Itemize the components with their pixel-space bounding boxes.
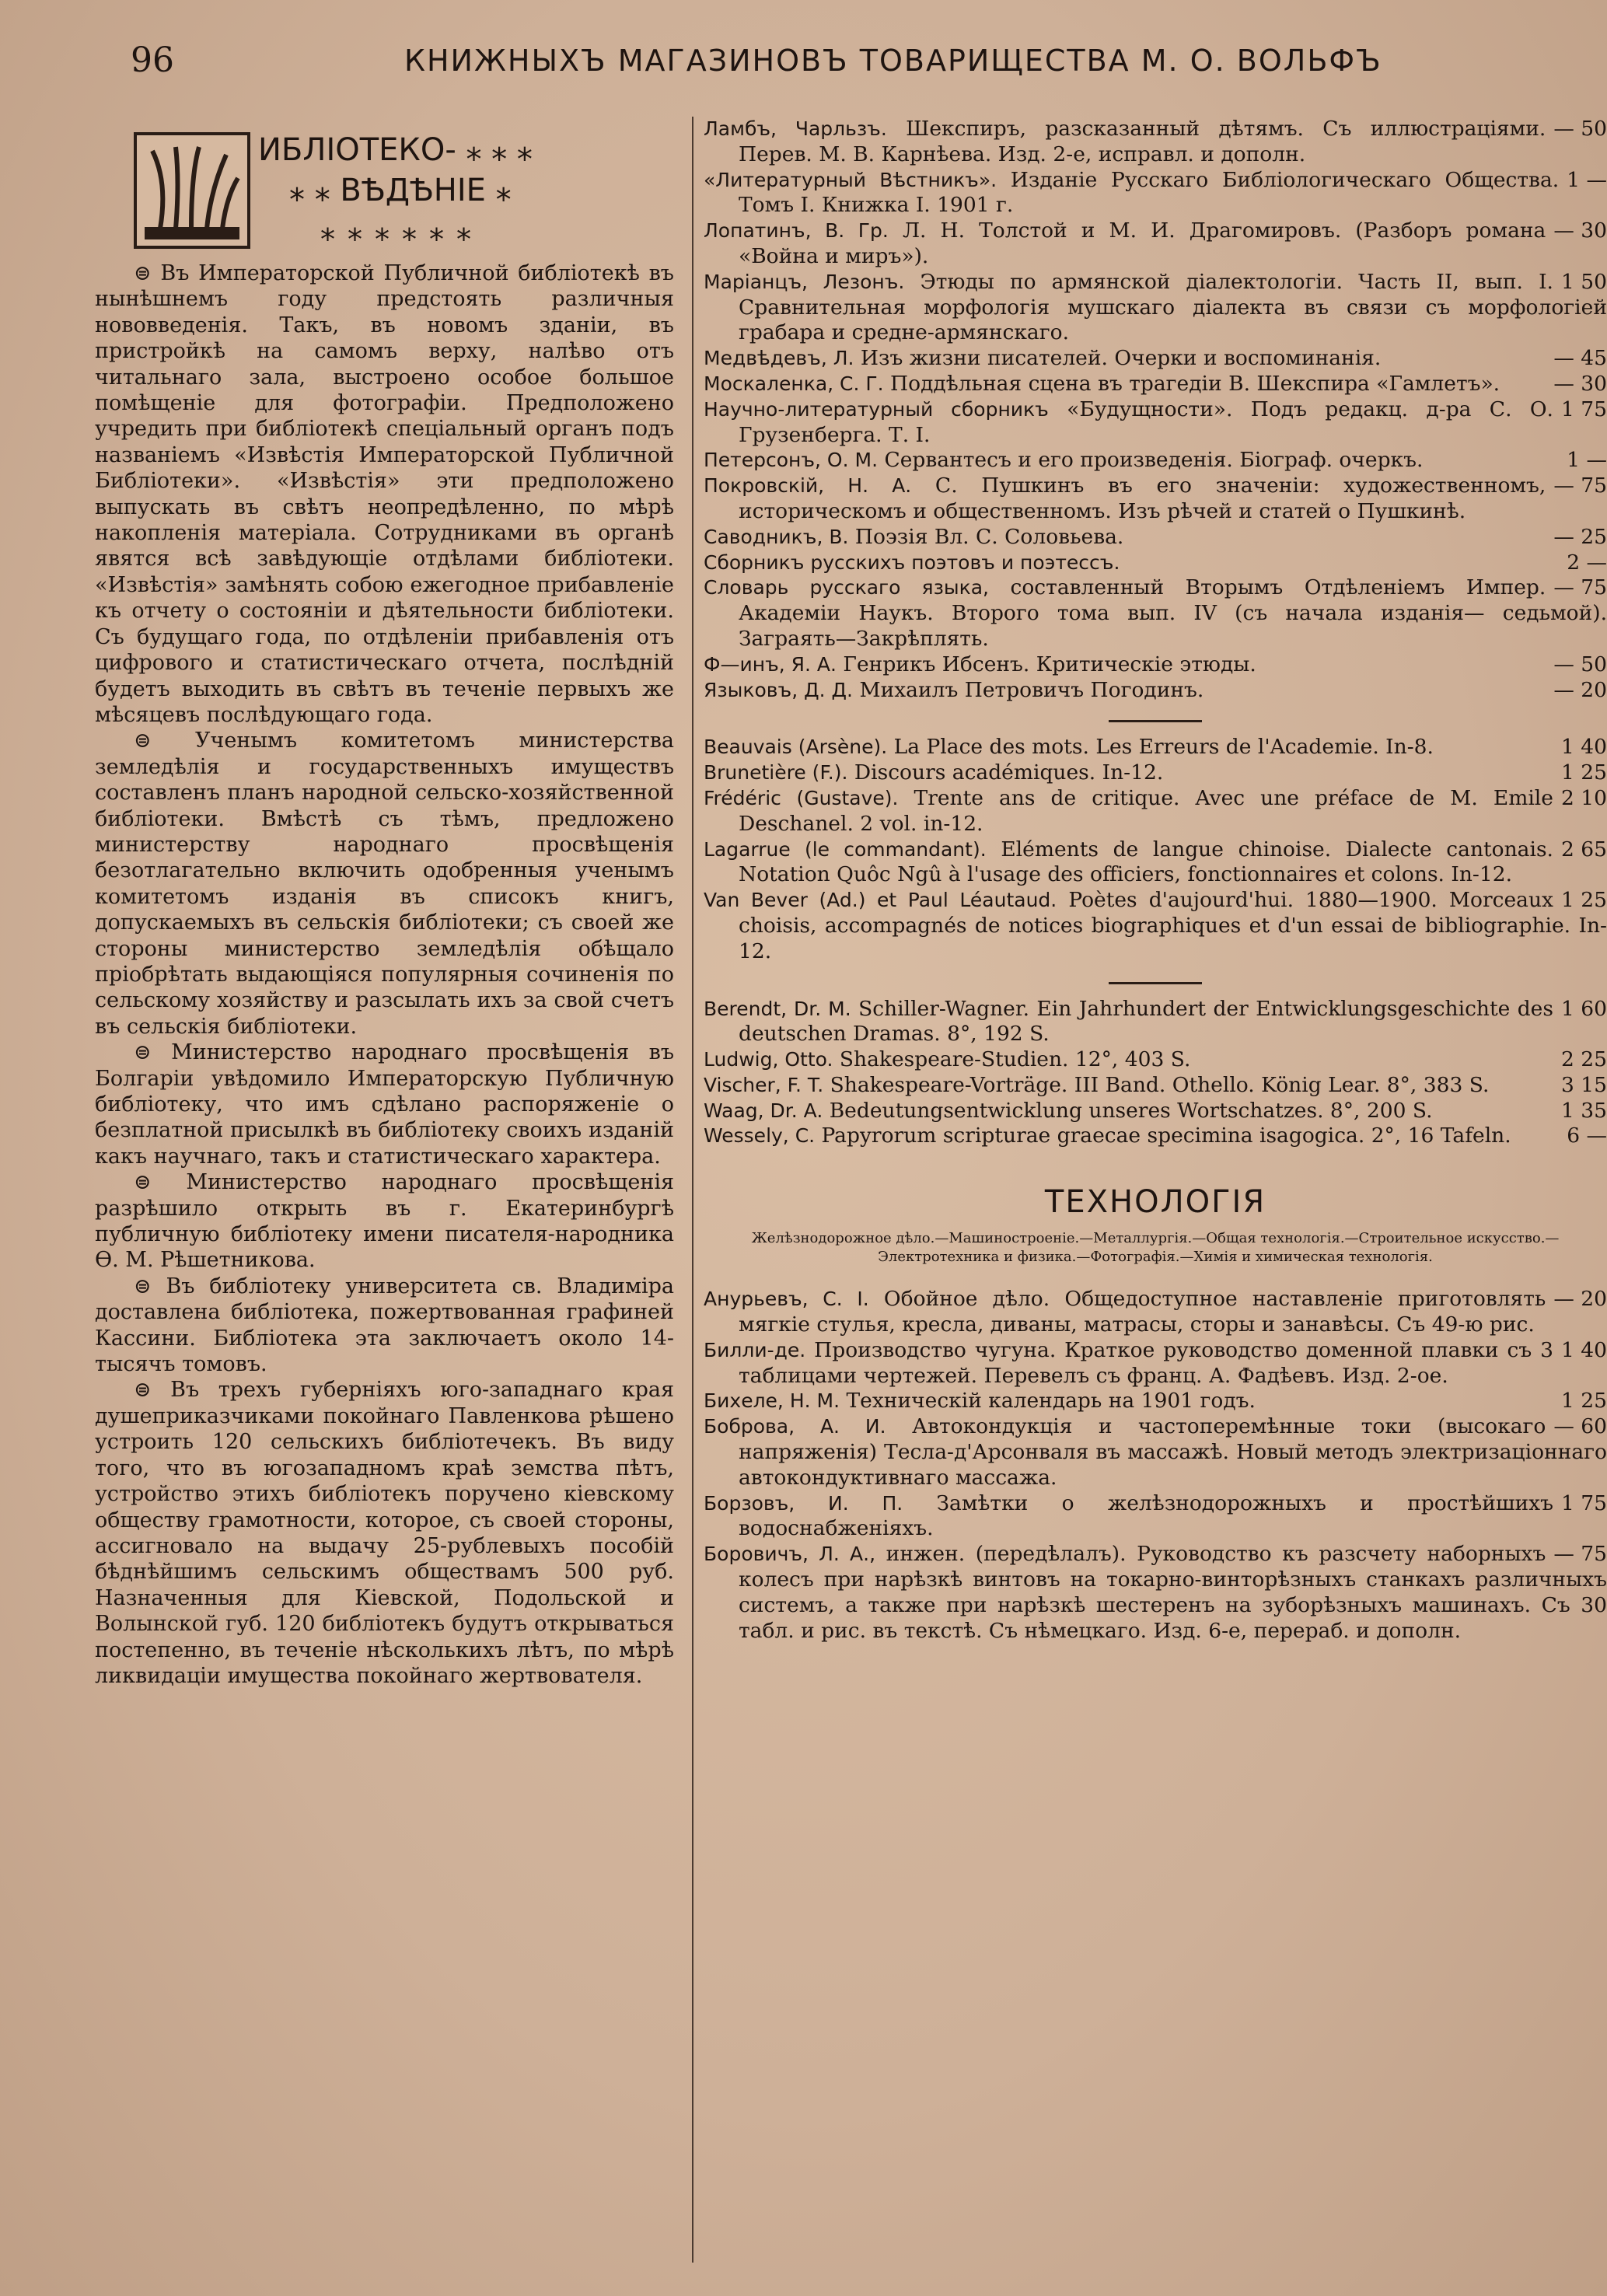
page-number: 96 (131, 40, 174, 80)
entry-price: 2 — (1567, 550, 1607, 575)
entry-text: Автокондукція и частоперемѣнные токи (высокаго напряженія) Тесла-д'Арсонваля въ массажѣ. Новый методъ электризаціоннаго автокондуктивнаго массажа. (739, 1414, 1607, 1490)
french-listings (704, 735, 1607, 964)
entry-text: С. Пушкинъ въ его значеніи: художественномъ, историческомъ и общественномъ. Изъ рѣчей и статей о Пушкинѣ. (739, 474, 1546, 523)
entry-text: Eléments de langue chinoise. Dialecte cantonais. Notation Quôc Ngû à l'usage des officiers, fonctionnaires et colons. In-12. (739, 837, 1553, 887)
entry-author: Словарь русскаго языка, (704, 576, 989, 599)
entry-author: Berendt, Dr. M. (704, 997, 851, 1020)
entry-price: 1 25 (1560, 760, 1607, 785)
entry-text: Poètes d'aujourd'hui. 1880—1900. Morceaux choisis, accompagnés de notices biographiques et d'un essai de bibliographie. In-12. (739, 888, 1607, 963)
catalog-entry (704, 1073, 1607, 1099)
entry-text: Техническій календарь на 1901 годъ. (846, 1389, 1256, 1414)
entry-price: — 30 (1553, 218, 1607, 243)
entry-text: «Будущности». Подъ редакц. д-ра С. О. Грузенберга. Т. I. (739, 397, 1553, 447)
entry-author: Маріанцъ, Лезонъ. (704, 270, 905, 293)
heading-line-2: ⁎ ⁎ ВѢДѢНІЕ ⁎ (289, 173, 512, 208)
entry-text: Поддѣльная сцена въ трагедіи В. Шекспира «Гамлетъ». (890, 371, 1500, 396)
entry-price: 1 35 (1560, 1098, 1607, 1123)
technology-section-subtitle: Желѣзнодорожное дѣло.—Машиностроеніе.—Металлургія.—Общая технологія.—Строительное искусство.—Электротехника и физика.—Фотографія.—Химія и химическая технологія. (751, 1230, 1560, 1266)
catalog-entry (704, 735, 1607, 760)
entry-text: Генрикъ Ибсенъ. Критическіе этюды. (843, 652, 1256, 676)
entry-text: Изъ жизни писателей. Очерки и воспоминанія. (860, 346, 1382, 371)
catalog-entry (704, 1047, 1607, 1073)
catalog-entry (704, 1542, 1607, 1644)
entry-author: Ф—инъ, Я. А. (704, 652, 837, 676)
entry-author: Борзовъ, И. П. (704, 1491, 903, 1515)
entry-author: Анурьевъ, С. І. (704, 1288, 869, 1311)
technology-listings (704, 1287, 1607, 1644)
entry-text: Schiller-Wagner. Ein Jahrhundert der Entwicklungsgeschichte des deutschen Dramas. 8°, 192 S. (739, 996, 1553, 1047)
entry-price: — 50 (1553, 652, 1607, 676)
entry-price: 1 25 (1560, 1389, 1607, 1414)
entry-text: Сервантесъ и его произведенія. Біограф. очеркъ. (884, 448, 1424, 473)
entry-text: Papyrorum scripturae graecae specimina isagogica. 2°, 16 Tafeln. (821, 1124, 1511, 1148)
entry-price: — 75 (1553, 474, 1607, 498)
catalog-entry (704, 117, 1607, 168)
entry-text: La Place des mots. Les Erreurs de l'Academie. In-8. (893, 735, 1434, 760)
catalog-entry (704, 448, 1607, 474)
entry-author: Саводникъ, В. (704, 525, 849, 548)
entry-author: Боброва, А. И. (704, 1415, 886, 1438)
entry-price: — 30 (1553, 371, 1607, 396)
entry-price: 1 25 (1560, 888, 1607, 913)
entry-author: Frédéric (Gustave). (704, 786, 899, 809)
entry-price: 1 75 (1560, 1490, 1607, 1515)
entry-price: — 75 (1553, 1542, 1607, 1567)
entry-text: Bedeutungsentwicklung unseres Wortschatzes. 8°, 200 S. (829, 1098, 1433, 1123)
entry-price: 2 65 (1560, 837, 1607, 861)
entry-text: Обойное дѣло. Общедоступное наставленіе приготовлять мягкіе стулья, кресла, диваны, матрасы, сторы и занавѣсы. Съ 49-ю рис. (739, 1287, 1546, 1337)
entry-price: 1 40 (1560, 735, 1607, 760)
entry-price: 1 50 (1560, 269, 1607, 294)
section-divider (1109, 982, 1202, 984)
news-paragraph: ⊜ Ученымъ комитетомъ министерства земледѣлія и государственныхъ имуществъ составленъ планъ народной сельско-хозяйственной библіотеки. Вмѣстѣ съ тѣмъ, предложено министерству народнаго просвѣщенія безотлагательно включить одобренныя ученымъ комитетомъ изданія въ списокъ книгъ, допускаемыхъ въ сельскія библіотеки; съ своей же стороны министерство земледѣлія обѣщало пріобрѣтать выдающіяся популярныя сочиненія по сельскому хозяйству и разсылать ихъ за свой счетъ въ сельскія библіотеки. (95, 729, 674, 1039)
entry-price: — 45 (1553, 346, 1607, 371)
entry-price: 1 75 (1560, 397, 1607, 421)
entry-author: Боровичъ, Л. А., (704, 1543, 876, 1566)
entry-price: — 50 (1553, 117, 1607, 141)
catalog-entry (704, 786, 1607, 837)
entry-price: — 75 (1553, 575, 1607, 600)
entry-text: составленный Вторымъ Отдѣленіемъ Импер. Академіи Наукъ. Второго тома вып. IV (съ начала изданія— седьмой). Заграять—Закрѣплять. (739, 575, 1607, 651)
ornamental-initial-b (134, 132, 250, 249)
entry-author: Waag, Dr. A. (704, 1099, 823, 1122)
entry-price: 1 60 (1560, 996, 1607, 1021)
news-paragraph: ⊜ Въ библіотеку университета св. Владиміра доставлена библіотека, пожертвованная графиней Кассини. Библіотека эта заключаетъ около 14-тысячъ томовъ. (95, 1274, 674, 1377)
entry-author: Beauvais (Arsène). (704, 736, 888, 759)
entry-text: Поэзія Вл. С. Соловьева. (854, 524, 1124, 549)
entry-text: Изданіе Русскаго Библіологическаго Общества. Томъ I. Книжка I. 1901 г. (739, 167, 1560, 218)
running-header (117, 37, 1594, 92)
entry-author: Wessely, C. (704, 1124, 816, 1148)
entry-text: Trente ans de critique. Avec une préface de M. Emile Deschanel. 2 vol. in-12. (739, 785, 1553, 836)
entry-price: 1 — (1567, 167, 1607, 192)
column-divider (692, 117, 693, 2263)
entry-price: 6 — (1567, 1124, 1607, 1148)
entry-author: Van Bever (Ad.) et Paul Léautaud. (704, 889, 1057, 912)
catalog-entry (704, 346, 1607, 372)
entry-text: Этюды по армянской діалектологіи. Часть II, вып. I. Сравнительная морфологія мушскаго діалекта въ связи съ морфологіей грабара и средне-армянскаго. (739, 269, 1607, 345)
right-column (704, 117, 1607, 2278)
catalog-entry (704, 997, 1607, 1048)
catalog-entry (704, 525, 1607, 550)
catalog-entry (704, 372, 1607, 397)
entry-author: Lagarrue (le commandant). (704, 837, 987, 861)
news-paragraph: ⊜ Министерство народнаго просвѣщенія разрѣшило открыть въ г. Екатеринбургѣ публичную библіотеку имени писателя-народника Ѳ. М. Рѣшетникова. (95, 1170, 674, 1273)
entry-author: Покровскій, Н. А. (704, 474, 912, 498)
entry-author: Бихеле, Н. М. (704, 1389, 840, 1413)
entry-author: Языковъ, Д. Д. (704, 678, 853, 701)
catalog-entry (704, 1389, 1607, 1414)
catalog-entry (704, 678, 1607, 704)
entry-author: Brunetière (F.). (704, 761, 848, 785)
entry-price: 3 15 (1560, 1072, 1607, 1097)
entry-author: «Литературный Вѣстникъ». (704, 168, 997, 191)
catalog-entry (704, 1491, 1607, 1543)
catalog-entry (704, 837, 1607, 889)
entry-price: 1 — (1567, 448, 1607, 473)
catalog-entry (704, 888, 1607, 964)
entry-author: Москаленка, С. Г. (704, 372, 884, 395)
entry-text: Л. Н. Толстой и М. И. Драгомировъ. (Разборъ романа «Война и миръ»). (739, 218, 1546, 268)
entry-text: Discours académiques. In-12. (854, 760, 1164, 785)
entry-price: — 20 (1553, 1287, 1607, 1312)
entry-author: Ламбъ, Чарльзъ. (704, 117, 887, 140)
heading-line-3: ⁎⁎⁎⁎⁎⁎ (320, 213, 484, 247)
heading-line-1: ИБЛІОТЕКО- ⁎ ⁎ ⁎ (258, 132, 533, 168)
news-paragraph: ⊜ Въ Императорской Публичной библіотекѣ въ нынѣшнемъ году предстоять различныя нововведенія. Такъ, въ новомъ зданіи, въ пристройкѣ на самомъ верху, налѣво отъ читальнаго зала, выстроено особое большое помѣщеніе для фотографіи. Предположено учредить при библіотекѣ спеціальный органъ подъ названіемъ «Извѣстія Императорской Публичной Библіотеки». «Извѣстія» эти предположено выпускать въ свѣтъ неопредѣленно, по мѣрѣ накопленія матеріала. Сотрудниками въ органѣ явятся всѣ завѣдующіе отдѣлами библіотеки. «Извѣстія» замѣнять собою ежегодное прибавленіе къ отчету о состояніи и дѣятельности библіотеки. Съ будущаго года, по отдѣленіи прибавленія отъ цифрового и статистическаго отчета, послѣдній будетъ выходить въ свѣтъ въ теченіе первыхъ же мѣсяцевъ послѣдующаго года. (95, 261, 674, 727)
catalog-entry (704, 760, 1607, 786)
section-heading (95, 117, 674, 260)
entry-price: — 25 (1553, 524, 1607, 549)
technology-section-title: ТЕХНОЛОГІЯ (1044, 1184, 1266, 1221)
catalog-entry (704, 575, 1607, 652)
news-paragraph: ⊜ Въ трехъ губерніяхъ юго-западнаго края душеприказчиками покойнаго Павленкова рѣшено устроить 120 сельскихъ библіотечекъ. Въ виду того, что въ югозападномъ краѣ земства пѣтъ, устройство этихъ библіотекъ поручено кіевскому обществу грамотности, которое, съ своей стороны, ассигновало на выдачу 25-рублевыхъ пособій бѣднѣйшимъ сельскимъ обществамъ 500 руб. Назначенныя для Кіевской, Подольской и Волынской губ. 120 библіотекъ будутъ открываться постепенно, въ теченіе нѣсколькихъ лѣтъ, по мѣрѣ ликвидаціи имущества покойнаго жертвователя. (95, 1378, 674, 1688)
catalog-entry (704, 1287, 1607, 1338)
entry-text: Замѣтки о желѣзнодорожныхъ и простѣйшихъ водоснабженіяхъ. (739, 1490, 1553, 1541)
entry-text: Шекспиръ, разсказанный дѣтямъ. Съ иллюстраціями. Перев. М. В. Карнѣева. Изд. 2-е, исправл. и дополн. (739, 117, 1546, 166)
russian-listings (704, 117, 1607, 703)
entry-price: 2 25 (1560, 1047, 1607, 1072)
entry-author: Лопатинъ, В. Гр. (704, 219, 889, 243)
entry-author: Ludwig, Otto. (704, 1048, 833, 1071)
german-listings (704, 997, 1607, 1150)
news-paragraph: ⊜ Министерство народнаго просвѣщенія въ Болгаріи увѣдомило Императорскую Публичную библіотеку, что имъ сдѣлано распоряженіе о безплатной присылкѣ въ библіотеку своихъ изданій какъ научнаго, такъ и статистическаго характера. (95, 1040, 674, 1169)
catalog-entry (704, 1124, 1607, 1149)
catalog-entry (704, 1338, 1607, 1389)
entry-text: Производство чугуна. Краткое руководство доменной плавки съ 3 таблицами чертежей. Перевелъ съ франц. А. Фадѣевъ. Изд. 2-ое. (739, 1337, 1553, 1388)
entry-author: Научно-литературный сборникъ (704, 397, 1049, 421)
entry-author: Петерсонъ, О. М. (704, 449, 879, 472)
entry-text: Shakespeare-Studien. 12°, 403 S. (839, 1047, 1191, 1072)
left-column (95, 117, 674, 2278)
catalog-entry (704, 550, 1607, 576)
entry-author: Vischer, F. T. (704, 1073, 824, 1096)
catalog-entry (704, 218, 1607, 270)
entry-text: Shakespeare-Vorträge. III Band. Othello. König Lear. 8°, 383 S. (830, 1072, 1490, 1097)
entry-price: 1 40 (1560, 1337, 1607, 1362)
entry-price: — 20 (1553, 677, 1607, 702)
entry-author: Медвѣдевъ, Л. (704, 347, 854, 370)
catalog-entry (704, 168, 1607, 219)
entry-text: Михаилъ Петровичъ Погодинъ. (859, 677, 1204, 702)
entry-author: Билли-де. (704, 1338, 806, 1361)
catalog-entry (704, 474, 1607, 525)
catalog-entry (704, 652, 1607, 678)
section-divider (1109, 720, 1202, 722)
catalog-entry (704, 397, 1607, 449)
running-title: КНИЖНЫХЪ МАГАЗИНОВЪ ТОВАРИЩЕСТВА М. О. ВОЛЬФЪ (404, 44, 1382, 78)
entry-price: 2 10 (1560, 785, 1607, 810)
entry-text: инжен. (передѣлалъ). Руководство къ разсчету наборныхъ колесъ при нарѣзкѣ винтовъ на токарно-винторѣзныхъ станкахъ различныхъ системъ, а также при нарѣзкѣ шестеренъ на зуборѣзныхъ машинахъ. Съ 30 табл. и рис. въ текстѣ. Съ нѣмецкаго. Изд. 6-е, перераб. и дополн. (739, 1542, 1607, 1643)
catalog-entry (704, 1414, 1607, 1490)
catalog-entry (704, 270, 1607, 346)
catalog-entry (704, 1099, 1607, 1124)
entry-price: — 60 (1553, 1414, 1607, 1439)
entry-author: Сборникъ русскихъ поэтовъ и поэтессъ. (704, 550, 1120, 574)
